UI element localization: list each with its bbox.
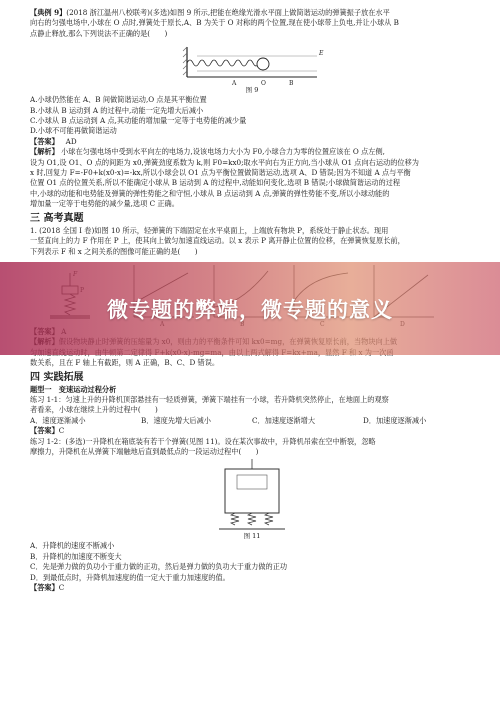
figure-11 [30,459,474,531]
section-4-title: 四 实践拓展 [30,371,84,383]
sec3-line-1: 1. (2018 全国 I 卷)如图 10 所示，轻弹簧的下端固定在水平桌面上，上端放有物块 P，系统处于静止状态。现用 [30,225,389,235]
ex1-2-answer: 【答案】C [30,583,65,592]
ex1-2-option-d: D．到最低点时，升降机加速度的值一定大于重力加速度的值。 [30,572,230,582]
ex1-1-answer: 【答案】C [30,426,65,436]
ex1-1-option-c: C．加速度逐渐增大 [252,415,316,425]
ex1-1-option-b: B．速度先增大后减小 [141,415,211,425]
ex1-2-line-1: 练习 1-2：(多选)一升降机在箱底装有若干个弹簧(见图 11)。设在某次事故中，升降机吊索在空中断裂，忽略 [30,436,376,446]
ex1-1-options [30,416,474,426]
sec3-line-3: 下列表示 F 和 x 之间关系的图像可能正确的是( ) [30,246,198,256]
point-label-a: A [232,80,237,86]
ex9-analysis-1: 【解析】 小球在匀强电场中受到水平向左的电场力,设该电场力大小为 F0,小球合力为零的位置应该在 O 点左侧, [30,147,385,157]
ex9-analysis-4: 位置 O1 点的位置关系,所以不能确定小球从 B 运动到 A 的过程中,动能如何变化,选项 B 错误;小球做简谐运动的过程 [30,178,401,188]
figure-9 [30,41,474,85]
ex9-analysis-6: 增加量一定等于电势能的减少量,选项 C 正确。 [30,199,179,209]
ex1-1-line-1: 练习 1-1：匀速上升的升降机顶部悬挂有一轻质弹簧，弹簧下端挂有一小球，若升降机突然停止，在地面上的观察 [30,394,389,404]
ex9-analysis-3: x 时,回复力 F=-F0+k(x0-x)=-kx,所以小球会以 O1 点为平衡位置做简谐运动,选项 A、D 错误;因为不知道 A 点与平衡 [30,168,411,178]
ex1-1-option-a: A．速度逐渐减小 [30,415,86,425]
ex9-option-b: B.小球从 B 运动到 A 的过程中,动能一定先增大后减小 [30,105,204,115]
spring-oscillator-diagram [177,41,327,85]
ex1-2-option-c: C．先是弹力做的负功小于重力做的正功，然后是弹力做的负功大于重力做的正功 [30,562,288,572]
elevator-springs-diagram [217,459,287,531]
ex9-option-d: D.小球不可能再做简谐运动 [30,126,117,136]
ex9-tag: 【典例 9】 [30,8,67,17]
ex1-1-option-d: D．加速度逐渐减小 [363,415,427,425]
figure-9-caption: 图 9 [245,86,259,95]
topic-1-heading: 题型一 变速运动过程分析 [30,384,117,394]
banner-title: 微专题的弊端，微专题的意义 [107,297,393,322]
ex9-line-1: 【典例 9】(2018 浙江温州八校联考)(多选)如图 9 所示,把能在绝缘光滑水平面上做简谐运动的弹簧振子放在水平 [30,8,390,17]
ex9-answer: 【答案】 AD [30,136,77,146]
ex1-2-line-2: 摩擦力，升降机在从弹簧下端触地后直到最低点的一段运动过程中( ) [30,446,259,456]
section-3-title: 三 高考真题 [30,212,84,224]
ex9-analysis-2: 设为 O1,设 O1、O 点的间距为 x0,弹簧劲度系数为 k,则 F0=kx0;取水平向右为正方向,当小球从 O1 点向右运动的位移为 [30,157,419,167]
sec3-line-2: 一竖直向上的力 F 作用在 P 上，使其向上做匀加速直线运动。以 x 表示 P 离开静止位置的位移，在弹簧恢复原长前， [30,236,405,246]
ex1-2-option-a: A．升降机的速度不断减小 [30,541,115,551]
sec3-analysis-3: 数关系，且在 F 轴上有截距，则 A 正确，B、C、D 错误。 [30,358,220,368]
point-label-b: B [289,80,294,86]
title-banner [0,262,500,355]
ex9-line-3: 点静止释放,那么下列说法不正确的是( ) [30,28,168,38]
field-label-e: E [319,50,324,58]
ex9-line-2: 向右的匀强电场中,小球在 O 点时,弹簧处于原长,A、B 为关于 O 对称的两个位置,现在使小球带上负电,并让小球从 B [30,18,399,28]
ex1-1-line-2: 者看来，小球在继续上升的过程中( ) [30,405,158,415]
ex9-option-c: C.小球从 B 点运动到 A 点,其动能的增加量一定等于电势能的减少量 [30,116,247,126]
figure-11-caption: 图 11 [243,532,261,541]
point-label-o: O [261,80,266,86]
ex9-analysis-5: 中,小球的动能和电势能及弹簧的弹性势能之和守恒,小球从 B 点运动到 A 点,弹簧的弹性势能不变,所以小球动能的 [30,188,390,198]
ex1-2-option-b: B．升降机的加速度不断变大 [30,551,122,561]
ex9-option-a: A.小球仍然能在 A、B 间做简谐运动,O 点是其平衡位置 [30,95,207,105]
